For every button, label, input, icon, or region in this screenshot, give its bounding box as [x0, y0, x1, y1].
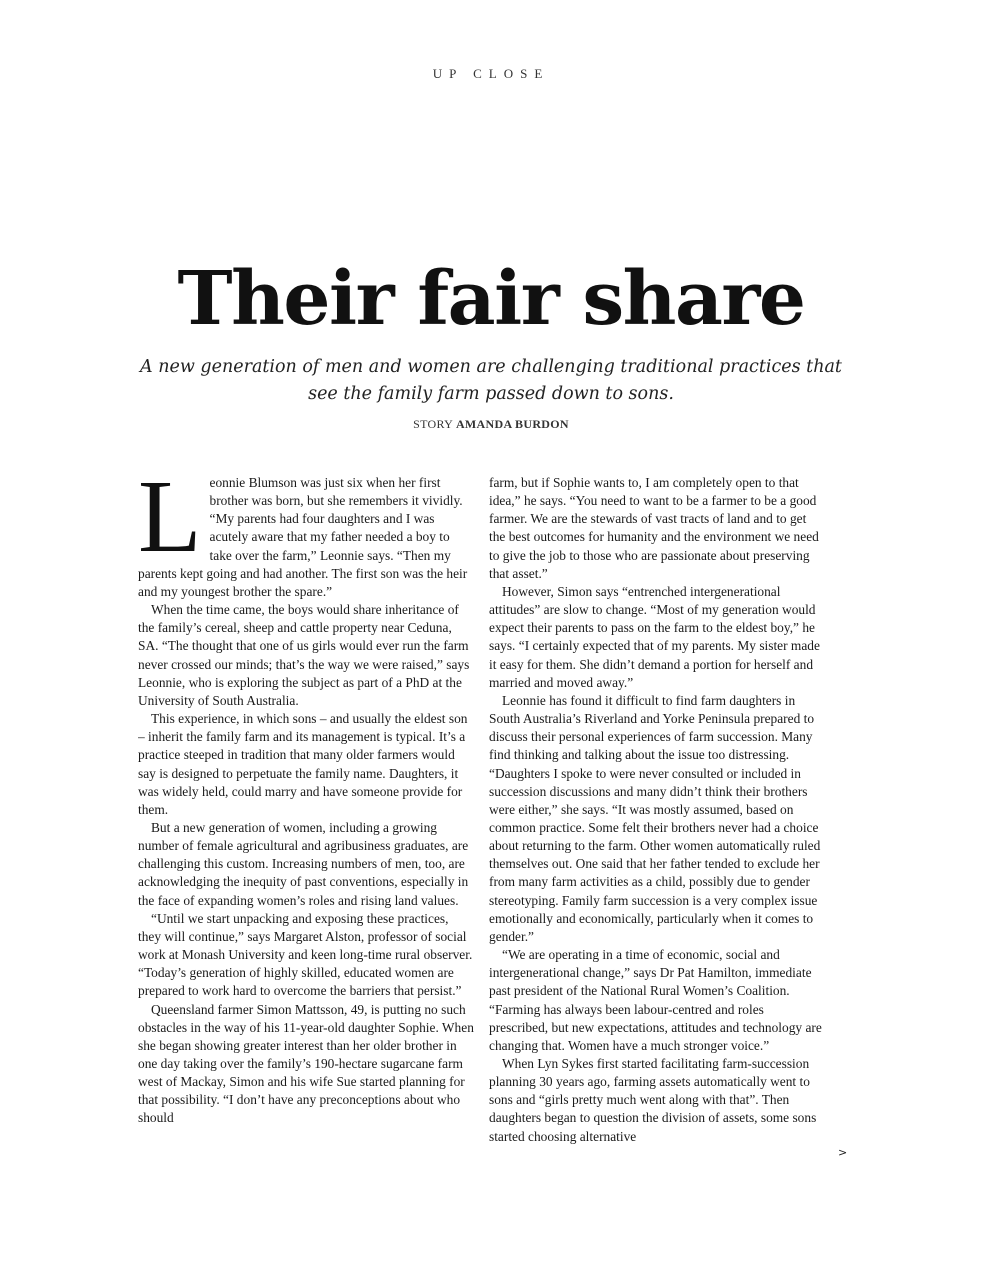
article-column-2 — [489, 474, 825, 1164]
body-paragraph: But a new generation of women, including a growing number of female agricultural and agribusiness graduates, are challenging this custom. Increasing numbers of men, too, are acknowledging the inequity of past conventions, especially in the face of expanding women’s roles and rising land values. — [138, 819, 469, 908]
body-paragraph: This experience, in which sons – and usually the eldest son – inherit the family farm and its management is typical. It’s a practice steeped in tradition that many older farmers would say is designed to perpetuate the family name. Daughters, it was widely held, could marry and have someone provide for them. — [138, 711, 468, 817]
continue-arrow-icon: > — [838, 1146, 848, 1159]
body-paragraph: Leonnie has found it difficult to find farm daughters in South Australia’s Riverland and Yorke Peninsula prepared to discuss their personal experiences of farm succession. Many find thinking and talking about the issue too distressing. “Daughters I spoke to were never consulted or included in succession discussions and many didn’t think their brothers were either,” she says. “It was mostly assumed, based on common practice. Some felt their brothers never had a choice about returning to the farm. Other women automatically ruled themselves out. One said that her father tended to exclude her from many farm activities as a child, possibly due to gender stereotyping. Family farm succession is a very complex issue emotionally and economically, particularly when it comes to gender.” — [489, 692, 821, 944]
body-paragraph: When Lyn Sykes first started facilitating farm-succession planning 30 years ago, farming assets automatically went to sons and “girls pretty much went along with that”. Then daughters began to question the division of assets, some sons started choosing alternative — [489, 1056, 817, 1144]
byline-prefix: STORY — [413, 417, 453, 431]
body-paragraph: Queensland farmer Simon Mattsson, 49, is putting no such obstacles in the way of his 11-year-old daughter Sophie. When she began showing greater interest than her older brother in one day taking over the family’s 190-hectare sugarcane farm west of Mackay, Simon and his wife Sue started planning for that possibility. “I don’t have any preconceptions about who should — [138, 1001, 474, 1126]
article-column-1 — [138, 474, 474, 1164]
byline-author: AMANDA BURDON — [455, 417, 569, 431]
article-headline: Their fair share — [177, 256, 805, 342]
body-paragraph: “Until we start unpacking and exposing these practices, they will continue,” says Margaret Alston, professor of social work at Monash University and keen long-time rural observer. “Today’s generation of highly skilled, educated women are prepared to work hard to overcome the barriers that persist.” — [138, 910, 473, 999]
body-paragraph: “We are operating in a time of economic, social and intergenerational change,” says Dr Pat Hamilton, immediate past president of the National Rural Women’s Coalition. “Farming has always been labour-centred and roles prescribed, but new expectations, attitudes and technology are changing that. Women have a much stronger voice.” — [489, 947, 822, 1053]
body-paragraph: farm, but if Sophie wants to, I am completely open to that idea,” he says. “You need to want to be a farmer to be a good farmer. We are the stewards of vast tracts of land and to get the best outcomes for humanity and the environment we need to give the job to those who are passionate about preserving that asset.” — [489, 475, 819, 581]
byline — [0, 417, 982, 432]
section-label: UP CLOSE — [432, 66, 550, 81]
body-paragraph: When the time came, the boys would share inheritance of the family’s cereal, sheep and cattle property near Ceduna, SA. “The thought that one of us girls would ever run the farm never crossed our minds; that’s the way we were raised,” says Leonnie, who is exploring the subject as part of a PhD at the University of South Australia. — [138, 602, 470, 708]
article-standfirst: A new generation of men and women are challenging traditional practices that see the family farm passed down to sons. — [140, 357, 842, 404]
body-paragraph: However, Simon says “entrenched intergenerational attitudes” are slow to change. “Most of my generation would expect their parents to pass on the farm to the eldest boy,” he says. “I certainly expected that of my parents. My sister made it easy for them. She didn’t demand a portion for herself and married and moved away.” — [489, 583, 820, 690]
body-paragraph: eonnie Blumson was just six when her first brother was born, but she remembers it vividly. “My parents had four daughters and I was acutely aware that my father needed a boy to take over the farm,” Leonnie says. “Then my parents kept going and had another. The first son was the heir and my youngest brother the spare.” — [138, 475, 468, 599]
drop-cap: L — [138, 474, 202, 574]
